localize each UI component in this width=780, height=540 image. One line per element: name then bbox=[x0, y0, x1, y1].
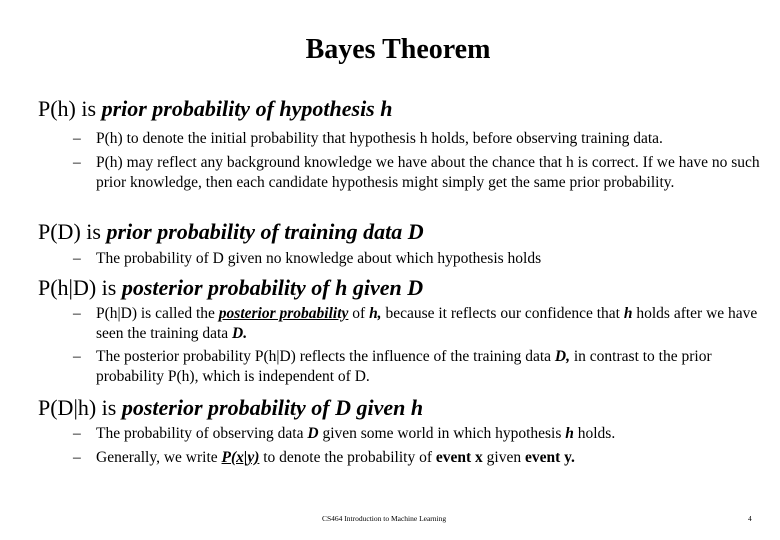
list-item bbox=[73, 448, 773, 468]
section-heading-label: P(h) is bbox=[38, 96, 102, 121]
text-run: holds. bbox=[573, 425, 616, 442]
text-run: The posterior probability P(h|D) reflects the influence of the training data bbox=[96, 348, 555, 365]
text-run: in contrast to the prior probability P(h), which is independent of D. bbox=[96, 348, 712, 385]
text-run: of bbox=[348, 305, 370, 322]
section-heading-prior-d bbox=[38, 219, 424, 245]
bullet-dash: – bbox=[73, 130, 81, 147]
text-run: h bbox=[623, 305, 633, 322]
section-heading-prior-h bbox=[38, 96, 392, 122]
text-run: P(h) may reflect any background knowledge we have about the chance that h is correct. If we have no such prior knowledge, then each candidate hypothesis might simply get the same prior probability. bbox=[96, 154, 760, 191]
text-run: h, bbox=[369, 305, 382, 322]
text-run: D bbox=[307, 425, 319, 442]
text-run: holds after we have seen the training data bbox=[96, 305, 758, 342]
bullet-dash: – bbox=[73, 449, 81, 466]
text-run: P(h|D) is called the bbox=[96, 305, 219, 322]
text-run: given some world in which hypothesis bbox=[318, 425, 566, 442]
bullet-dash: – bbox=[73, 348, 81, 365]
section-heading-emphasis: posterior probability of h given D bbox=[121, 275, 424, 300]
bullet-text bbox=[96, 347, 773, 387]
bullet-text bbox=[96, 424, 773, 444]
bullet-dash: – bbox=[73, 425, 81, 442]
text-run: h bbox=[565, 425, 574, 442]
section-heading-posterior-d bbox=[38, 395, 423, 421]
page-number: 4 bbox=[748, 514, 752, 523]
text-run: posterior probability bbox=[218, 305, 349, 322]
section-heading-emphasis: prior probability of training data D bbox=[106, 219, 424, 244]
text-run: to denote the probability of bbox=[259, 449, 436, 466]
section-heading-label: P(D|h) is bbox=[38, 395, 122, 420]
text-run: event y. bbox=[524, 449, 575, 466]
text-run: P(h) to denote the initial probability that hypothesis h holds, before observing training data. bbox=[96, 130, 663, 147]
text-run: D. bbox=[232, 325, 248, 342]
bullet-dash: – bbox=[73, 305, 81, 322]
bullet-dash: – bbox=[73, 154, 81, 171]
text-run: event x bbox=[435, 449, 483, 466]
text-run: The probability of D given no knowledge about which hypothesis holds bbox=[96, 250, 542, 267]
text-run: P(x|y) bbox=[221, 449, 260, 466]
text-run: Generally, we write bbox=[96, 449, 222, 466]
section-heading-posterior-h bbox=[38, 275, 423, 301]
list-item bbox=[73, 347, 773, 387]
section-heading-emphasis: posterior probability of D given h bbox=[121, 395, 424, 420]
slide-footer: CS464 Introduction to Machine Learning bbox=[322, 514, 447, 523]
bullet-text bbox=[96, 153, 773, 193]
bullet-text bbox=[96, 304, 773, 344]
text-run: because it reflects our confidence that bbox=[381, 305, 624, 322]
section-heading-label: P(h|D) is bbox=[38, 275, 122, 300]
section-heading-emphasis: prior probability of hypothesis h bbox=[101, 96, 393, 121]
list-item bbox=[73, 129, 773, 149]
bullet-text bbox=[96, 448, 773, 468]
text-run: The probability of observing data bbox=[96, 425, 308, 442]
text-run: D, bbox=[554, 348, 570, 365]
list-item bbox=[73, 249, 773, 269]
section-heading-label: P(D) is bbox=[38, 219, 107, 244]
list-item bbox=[73, 424, 773, 444]
text-run: given bbox=[482, 449, 525, 466]
bullet-text bbox=[96, 129, 773, 149]
slide-title: Bayes Theorem bbox=[305, 34, 491, 65]
bullet-text bbox=[96, 249, 773, 269]
bullet-dash: – bbox=[73, 250, 81, 267]
list-item bbox=[73, 304, 773, 344]
list-item bbox=[73, 153, 773, 193]
